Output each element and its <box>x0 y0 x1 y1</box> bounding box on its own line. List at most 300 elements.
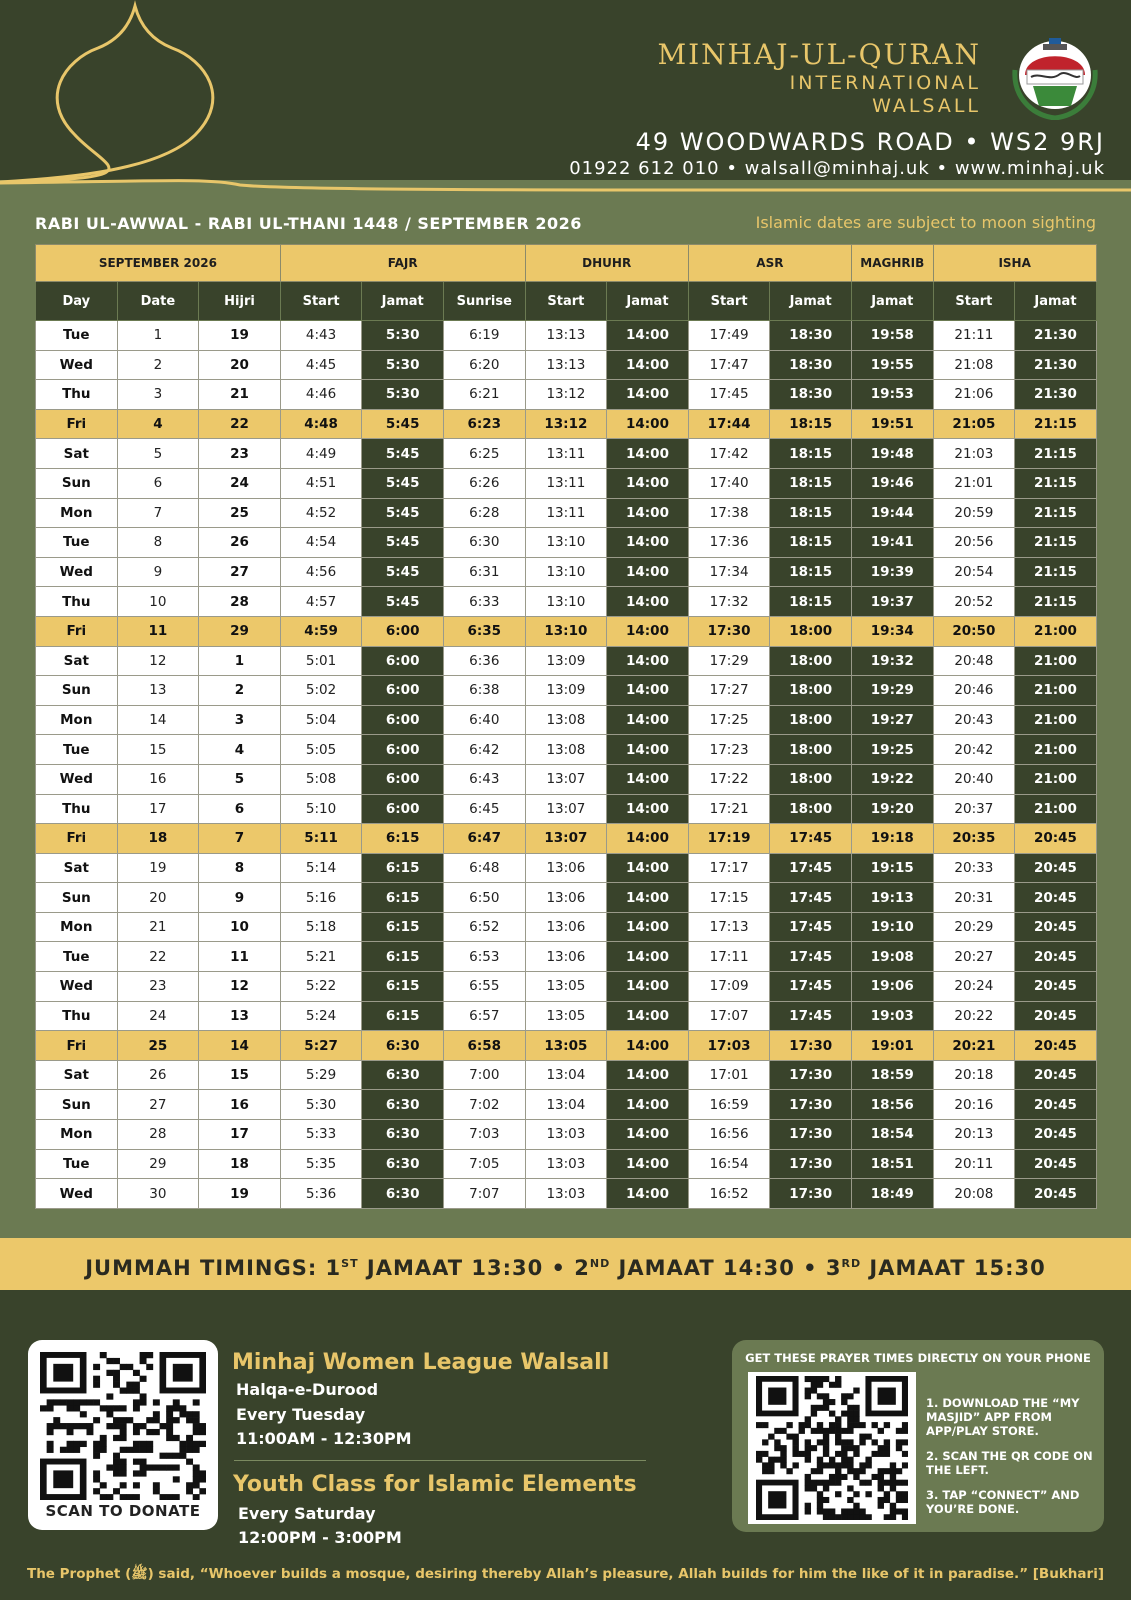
table-row <box>36 587 1097 617</box>
table-cell: Thu <box>36 1001 118 1031</box>
table-cell: Sun <box>36 676 118 706</box>
table-cell: 13:06 <box>525 942 607 972</box>
table-cell: 20:22 <box>933 1001 1015 1031</box>
table-cell: 6:23 <box>443 409 525 439</box>
table-cell: 26 <box>199 528 281 558</box>
table-cell: 18:30 <box>770 321 852 351</box>
table-cell: 14:00 <box>607 824 689 854</box>
donate-label: SCAN TO DONATE <box>45 1502 201 1520</box>
table-cell: 30 <box>117 1179 199 1209</box>
table-cell: 19:01 <box>851 1031 933 1061</box>
table-row <box>36 1090 1097 1120</box>
table-cell: 20:42 <box>933 735 1015 765</box>
table-cell: 6:47 <box>443 824 525 854</box>
table-row <box>36 498 1097 528</box>
table-cell: 17:38 <box>688 498 770 528</box>
table-cell: 19:58 <box>851 321 933 351</box>
table-cell: 20:45 <box>1015 1001 1097 1031</box>
table-cell: 13:07 <box>525 794 607 824</box>
event-line: Every Tuesday <box>236 1405 366 1424</box>
table-cell: 17:29 <box>688 646 770 676</box>
table-cell: 19:18 <box>851 824 933 854</box>
event-divider <box>234 1460 646 1461</box>
table-cell: 27 <box>117 1090 199 1120</box>
table-cell: 6:48 <box>443 853 525 883</box>
table-cell: 14:00 <box>607 912 689 942</box>
table-cell: 6 <box>117 468 199 498</box>
table-cell: 17 <box>117 794 199 824</box>
table-cell: 13:06 <box>525 853 607 883</box>
table-cell: 21:30 <box>1015 321 1097 351</box>
table-cell: 4:52 <box>280 498 362 528</box>
donate-card[interactable] <box>28 1340 218 1530</box>
table-cell: Tue <box>36 321 118 351</box>
calendar-title: RABI UL-AWWAL - RABI UL-THANI 1448 / SEPTEMBER 2026 <box>35 214 582 233</box>
table-cell: 1 <box>117 321 199 351</box>
table-cell: 22 <box>117 942 199 972</box>
table-cell: 21:00 <box>1015 735 1097 765</box>
table-cell: 5:22 <box>280 972 362 1002</box>
table-cell: 23 <box>117 972 199 1002</box>
table-cell: 14 <box>117 705 199 735</box>
table-cell: 20:46 <box>933 676 1015 706</box>
table-cell: 13:06 <box>525 883 607 913</box>
table-cell: 14:00 <box>607 853 689 883</box>
table-cell: 20:45 <box>1015 942 1097 972</box>
column-header: Sunrise <box>443 282 525 321</box>
table-row <box>36 409 1097 439</box>
group-header-fajr: FAJR <box>280 245 525 282</box>
table-cell: 16 <box>117 764 199 794</box>
table-cell: 5 <box>117 439 199 469</box>
table-cell: 18:49 <box>851 1179 933 1209</box>
table-cell: 19 <box>117 853 199 883</box>
table-cell: 14:00 <box>607 587 689 617</box>
table-cell: 14:00 <box>607 764 689 794</box>
jummah-jamaat-2: JAMAAT 14:30 • 3 <box>610 1256 842 1280</box>
table-row <box>36 380 1097 410</box>
table-cell: Sat <box>36 646 118 676</box>
table-cell: 6:42 <box>443 735 525 765</box>
table-cell: 17:36 <box>688 528 770 558</box>
table-cell: Mon <box>36 912 118 942</box>
table-cell: 21:11 <box>933 321 1015 351</box>
table-cell: 5:45 <box>362 587 444 617</box>
table-cell: 18:00 <box>770 676 852 706</box>
table-cell: 14:00 <box>607 735 689 765</box>
table-cell: 6:52 <box>443 912 525 942</box>
table-cell: 14:00 <box>607 646 689 676</box>
table-cell: 19 <box>199 321 281 351</box>
table-cell: 6:28 <box>443 498 525 528</box>
table-cell: 6:15 <box>362 824 444 854</box>
jummah-prefix: JUMMAH TIMINGS: 1 <box>85 1256 342 1280</box>
table-cell: 19:32 <box>851 646 933 676</box>
table-cell: 14:00 <box>607 350 689 380</box>
table-cell: 6:57 <box>443 1001 525 1031</box>
table-cell: 20:08 <box>933 1179 1015 1209</box>
table-cell: 19:15 <box>851 853 933 883</box>
table-cell: 7:05 <box>443 1149 525 1179</box>
table-cell: 6:53 <box>443 942 525 972</box>
table-cell: 4:51 <box>280 468 362 498</box>
table-cell: 13:03 <box>525 1149 607 1179</box>
table-cell: 19:53 <box>851 380 933 410</box>
table-cell: 18:30 <box>770 350 852 380</box>
table-cell: 6:55 <box>443 972 525 1002</box>
instruction-step: 1. DOWNLOAD THE “MY MASJID” APP FROM APP/PLAY STORE. <box>926 1396 1080 1438</box>
table-cell: 6:31 <box>443 557 525 587</box>
table-cell: 6:26 <box>443 468 525 498</box>
table-cell: 5:30 <box>362 350 444 380</box>
table-row <box>36 735 1097 765</box>
table-cell: 5:30 <box>362 380 444 410</box>
table-cell: 18:15 <box>770 468 852 498</box>
table-cell: 13:11 <box>525 439 607 469</box>
instruction-step: 3. TAP “CONNECT” AND YOU’RE DONE. <box>926 1488 1080 1516</box>
table-cell: 5:35 <box>280 1149 362 1179</box>
table-cell: 5:45 <box>362 498 444 528</box>
table-cell: 17:27 <box>688 676 770 706</box>
table-cell: 19:10 <box>851 912 933 942</box>
table-row <box>36 528 1097 558</box>
table-cell: 13:11 <box>525 498 607 528</box>
table-cell: 17:30 <box>688 616 770 646</box>
table-cell: 17:25 <box>688 705 770 735</box>
table-cell: 17:21 <box>688 794 770 824</box>
table-cell: 5:18 <box>280 912 362 942</box>
table-cell: 21:00 <box>1015 705 1097 735</box>
table-cell: Wed <box>36 350 118 380</box>
table-cell: 20:45 <box>1015 912 1097 942</box>
table-cell: 21:15 <box>1015 439 1097 469</box>
table-cell: 13:08 <box>525 705 607 735</box>
table-cell: 17:32 <box>688 587 770 617</box>
instruction-step: 2. SCAN THE QR CODE ON THE LEFT. <box>926 1449 1093 1477</box>
table-cell: 13:08 <box>525 735 607 765</box>
table-cell: 21:15 <box>1015 528 1097 558</box>
app-instructions <box>926 1396 1098 1527</box>
table-cell: 5:29 <box>280 1060 362 1090</box>
table-cell: 17 <box>199 1120 281 1150</box>
table-cell: 7:00 <box>443 1060 525 1090</box>
table-cell: 6:00 <box>362 676 444 706</box>
table-row <box>36 468 1097 498</box>
table-cell: 6:35 <box>443 616 525 646</box>
table-cell: 18:15 <box>770 409 852 439</box>
app-qr-frame <box>748 1372 916 1524</box>
table-cell: 18:15 <box>770 528 852 558</box>
table-cell: 15 <box>117 735 199 765</box>
table-cell: 5:30 <box>280 1090 362 1120</box>
table-cell: 18:15 <box>770 587 852 617</box>
table-cell: 21 <box>117 912 199 942</box>
table-cell: 17:45 <box>770 942 852 972</box>
table-cell: 4:46 <box>280 380 362 410</box>
table-cell: 18:51 <box>851 1149 933 1179</box>
table-cell: 6:15 <box>362 972 444 1002</box>
table-row <box>36 1149 1097 1179</box>
table-cell: Wed <box>36 557 118 587</box>
table-row <box>36 1031 1097 1061</box>
table-group-header-row <box>36 245 1097 282</box>
table-cell: 5:30 <box>362 321 444 351</box>
table-cell: 6:33 <box>443 587 525 617</box>
table-cell: 14:00 <box>607 942 689 972</box>
table-cell: 29 <box>117 1149 199 1179</box>
table-cell: 14:00 <box>607 1090 689 1120</box>
table-cell: 19:13 <box>851 883 933 913</box>
table-cell: 17:30 <box>770 1031 852 1061</box>
table-cell: 13:05 <box>525 1001 607 1031</box>
qr-code-icon[interactable] <box>756 1376 908 1520</box>
table-cell: 6:15 <box>362 883 444 913</box>
table-cell: 5:01 <box>280 646 362 676</box>
table-cell: 6 <box>199 794 281 824</box>
table-cell: 20:18 <box>933 1060 1015 1090</box>
table-cell: 21 <box>199 380 281 410</box>
table-cell: 13:10 <box>525 587 607 617</box>
qr-code-icon[interactable] <box>40 1352 206 1500</box>
table-row <box>36 883 1097 913</box>
table-cell: 17:09 <box>688 972 770 1002</box>
table-cell: 7:02 <box>443 1090 525 1120</box>
table-cell: 6:30 <box>362 1149 444 1179</box>
table-row <box>36 705 1097 735</box>
table-cell: 7:07 <box>443 1179 525 1209</box>
table-cell: 6:00 <box>362 646 444 676</box>
column-header: Jamat <box>362 282 444 321</box>
table-row <box>36 557 1097 587</box>
table-cell: 17:30 <box>770 1120 852 1150</box>
table-row <box>36 646 1097 676</box>
table-cell: 21:00 <box>1015 676 1097 706</box>
table-row <box>36 794 1097 824</box>
table-cell: 21:15 <box>1015 468 1097 498</box>
table-cell: 13:10 <box>525 557 607 587</box>
table-cell: 17:44 <box>688 409 770 439</box>
column-header: Jamat <box>607 282 689 321</box>
table-cell: 19:44 <box>851 498 933 528</box>
app-panel-heading: GET THESE PRAYER TIMES DIRECTLY ON YOUR PHONE <box>745 1351 1091 1365</box>
table-cell: 20:56 <box>933 528 1015 558</box>
table-cell: 13:13 <box>525 350 607 380</box>
table-cell: 6:30 <box>362 1179 444 1209</box>
table-cell: 6:15 <box>362 942 444 972</box>
table-cell: 6:38 <box>443 676 525 706</box>
table-cell: 21:05 <box>933 409 1015 439</box>
table-cell: 12 <box>117 646 199 676</box>
table-cell: 14:00 <box>607 1179 689 1209</box>
table-cell: 17:45 <box>770 853 852 883</box>
table-cell: 7 <box>199 824 281 854</box>
table-column-header-row <box>36 282 1097 321</box>
event-line: Every Saturday <box>238 1504 376 1523</box>
table-cell: 13:04 <box>525 1060 607 1090</box>
org-subtitle-walsall: WALSALL <box>872 95 981 117</box>
table-cell: 6:30 <box>362 1120 444 1150</box>
table-cell: 21:30 <box>1015 380 1097 410</box>
table-cell: 20:50 <box>933 616 1015 646</box>
table-cell: 6:45 <box>443 794 525 824</box>
table-cell: 5:14 <box>280 853 362 883</box>
table-cell: 20 <box>199 350 281 380</box>
table-cell: 17:17 <box>688 853 770 883</box>
table-cell: 17:30 <box>770 1090 852 1120</box>
table-cell: 18:56 <box>851 1090 933 1120</box>
table-cell: 20 <box>117 883 199 913</box>
table-cell: Wed <box>36 972 118 1002</box>
table-cell: 6:30 <box>362 1090 444 1120</box>
group-header-month: SEPTEMBER 2026 <box>36 245 281 282</box>
table-cell: 14:00 <box>607 1031 689 1061</box>
table-cell: 2 <box>199 676 281 706</box>
table-cell: 19:29 <box>851 676 933 706</box>
table-cell: 18:00 <box>770 646 852 676</box>
table-cell: 20:45 <box>1015 1179 1097 1209</box>
column-header: Date <box>117 282 199 321</box>
table-cell: 13:07 <box>525 824 607 854</box>
table-cell: 13:09 <box>525 676 607 706</box>
table-cell: 17:40 <box>688 468 770 498</box>
table-cell: Wed <box>36 764 118 794</box>
table-cell: Sat <box>36 1060 118 1090</box>
table-cell: 14:00 <box>607 1060 689 1090</box>
table-cell: 8 <box>199 853 281 883</box>
table-cell: 3 <box>199 705 281 735</box>
table-cell: 21:15 <box>1015 587 1097 617</box>
table-cell: 4:59 <box>280 616 362 646</box>
table-cell: 13:09 <box>525 646 607 676</box>
table-cell: 5:27 <box>280 1031 362 1061</box>
table-cell: 13:10 <box>525 528 607 558</box>
table-cell: 18:54 <box>851 1120 933 1150</box>
table-cell: 13:04 <box>525 1090 607 1120</box>
table-cell: 19:39 <box>851 557 933 587</box>
table-cell: 12 <box>199 972 281 1002</box>
table-cell: 17:23 <box>688 735 770 765</box>
table-cell: 5:33 <box>280 1120 362 1150</box>
table-cell: 14:00 <box>607 616 689 646</box>
table-row <box>36 1001 1097 1031</box>
table-row <box>36 676 1097 706</box>
table-cell: 18:30 <box>770 380 852 410</box>
table-cell: 13:12 <box>525 409 607 439</box>
table-cell: 16:54 <box>688 1149 770 1179</box>
table-cell: 14:00 <box>607 557 689 587</box>
table-cell: 14:00 <box>607 794 689 824</box>
header-banner <box>0 0 1131 192</box>
table-cell: 18:00 <box>770 764 852 794</box>
table-cell: 17:34 <box>688 557 770 587</box>
table-cell: Tue <box>36 528 118 558</box>
group-header-asr: ASR <box>688 245 851 282</box>
column-header: Start <box>525 282 607 321</box>
table-row <box>36 439 1097 469</box>
table-cell: 14:00 <box>607 439 689 469</box>
table-cell: 5:16 <box>280 883 362 913</box>
table-cell: Mon <box>36 1120 118 1150</box>
table-cell: 13:11 <box>525 468 607 498</box>
table-cell: 7:03 <box>443 1120 525 1150</box>
table-cell: 26 <box>117 1060 199 1090</box>
table-cell: 20:52 <box>933 587 1015 617</box>
table-cell: 6:15 <box>362 912 444 942</box>
table-row <box>36 912 1097 942</box>
table-cell: 6:36 <box>443 646 525 676</box>
table-cell: 14:00 <box>607 321 689 351</box>
prayer-times-table <box>35 244 1097 1209</box>
table-row <box>36 1120 1097 1150</box>
table-cell: 29 <box>199 616 281 646</box>
table-cell: 17:45 <box>688 380 770 410</box>
event-line: 11:00AM - 12:30PM <box>236 1429 412 1448</box>
table-cell: 13 <box>117 676 199 706</box>
table-cell: 9 <box>117 557 199 587</box>
table-row <box>36 321 1097 351</box>
table-cell: 13:10 <box>525 616 607 646</box>
table-cell: 17:07 <box>688 1001 770 1031</box>
table-cell: 19:25 <box>851 735 933 765</box>
table-cell: 5 <box>199 764 281 794</box>
table-cell: 14:00 <box>607 409 689 439</box>
table-cell: 19:20 <box>851 794 933 824</box>
table-cell: 5:11 <box>280 824 362 854</box>
table-cell: 20:35 <box>933 824 1015 854</box>
table-cell: 6:58 <box>443 1031 525 1061</box>
minhaj-emblem-icon <box>1005 30 1105 120</box>
table-cell: Thu <box>36 587 118 617</box>
table-cell: 17:19 <box>688 824 770 854</box>
table-cell: 6:30 <box>443 528 525 558</box>
table-cell: 14:00 <box>607 883 689 913</box>
table-cell: 6:30 <box>362 1031 444 1061</box>
table-cell: 6:19 <box>443 321 525 351</box>
table-cell: 23 <box>199 439 281 469</box>
table-cell: 6:15 <box>362 853 444 883</box>
table-cell: 20:16 <box>933 1090 1015 1120</box>
table-cell: 6:43 <box>443 764 525 794</box>
table-cell: 5:36 <box>280 1179 362 1209</box>
table-cell: 4 <box>199 735 281 765</box>
jummah-timings-banner <box>0 1238 1131 1290</box>
table-cell: 4:57 <box>280 587 362 617</box>
table-cell: 21:01 <box>933 468 1015 498</box>
table-cell: 20:45 <box>1015 824 1097 854</box>
table-cell: Tue <box>36 942 118 972</box>
table-cell: 17:01 <box>688 1060 770 1090</box>
table-cell: 21:00 <box>1015 646 1097 676</box>
table-cell: 19:37 <box>851 587 933 617</box>
table-cell: 19:06 <box>851 972 933 1002</box>
jummah-sup-1: ST <box>341 1257 359 1270</box>
table-cell: 19:03 <box>851 1001 933 1031</box>
table-cell: 6:40 <box>443 705 525 735</box>
table-cell: 20:43 <box>933 705 1015 735</box>
table-cell: 22 <box>199 409 281 439</box>
group-header-dhuhr: DHUHR <box>525 245 688 282</box>
table-cell: 3 <box>117 380 199 410</box>
table-cell: 19:51 <box>851 409 933 439</box>
table-cell: 21:15 <box>1015 409 1097 439</box>
event-line: Halqa-e-Durood <box>236 1380 379 1399</box>
table-cell: 13:06 <box>525 912 607 942</box>
table-cell: 13:05 <box>525 1031 607 1061</box>
table-cell: 17:45 <box>770 912 852 942</box>
table-cell: 17:22 <box>688 764 770 794</box>
table-cell: 20:29 <box>933 912 1015 942</box>
table-cell: 18:15 <box>770 439 852 469</box>
